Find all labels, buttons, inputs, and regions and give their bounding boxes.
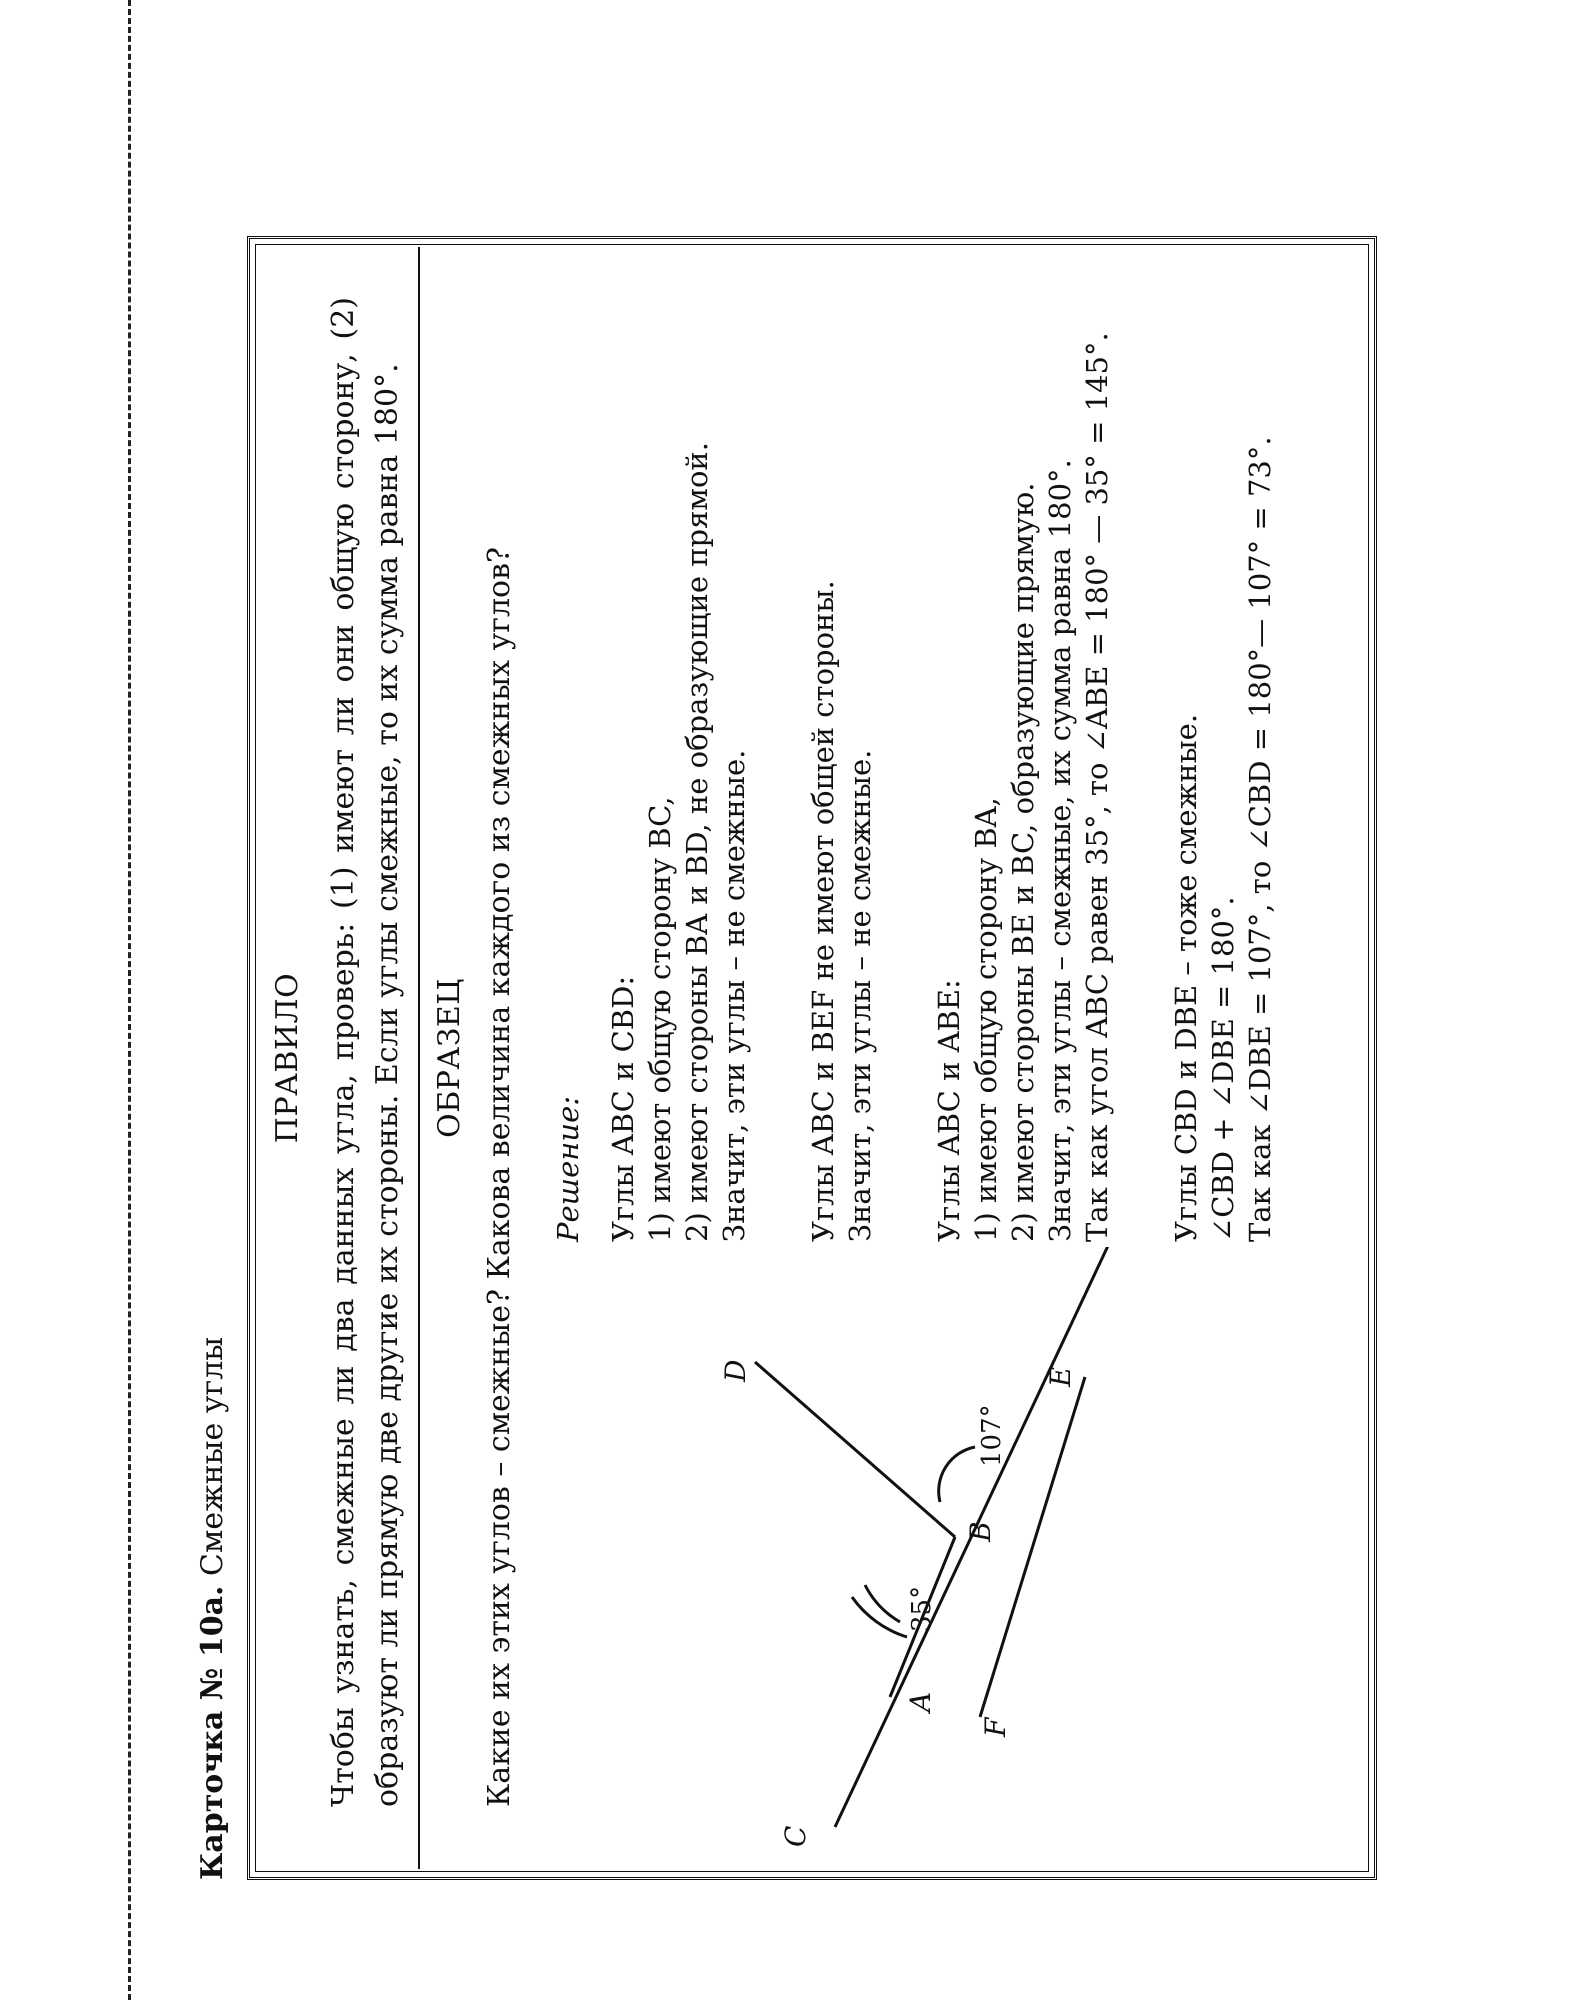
label-f: F — [979, 1717, 1012, 1737]
arc-35-outer — [852, 1597, 907, 1637]
label-a: A — [904, 1691, 937, 1712]
cut-line — [128, 0, 131, 2000]
solution-b1-l2: 1) имеют общую сторону BC, — [643, 796, 677, 1242]
solution-heading: Решение: — [551, 1095, 585, 1242]
label-d: D — [719, 1359, 752, 1382]
label-c: C — [779, 1825, 812, 1847]
label-b: B — [964, 1521, 997, 1542]
sample-question: Какие их этих углов – смежные? Какова величина каждого из смежных углов? — [482, 546, 517, 1807]
rule-text: Чтобы узнать, смежные ли два данных угла, проверь: (1) имеют ли они общую сторону, (2) образуют ли прямую две другие их стороны. Если углы смежные, то их сумма равна 180°. — [326, 297, 405, 1807]
arc-107 — [939, 1447, 975, 1502]
card-frame — [247, 236, 1377, 1880]
solution-b3-l5: Так как угол ABC равен 35°, то ∠ABE = 180° — 35° = 145°. — [1080, 332, 1114, 1242]
card-title — [195, 1337, 230, 1880]
sample-heading: ОБРАЗЕЦ — [432, 978, 467, 1138]
card-rotated-content — [185, 60, 1345, 1880]
solution-b4-l1: Углы CBD и DBE – тоже смежные. — [1169, 713, 1203, 1242]
solution-b4-l2: ∠CBD + ∠DBE = 180°. — [1206, 896, 1240, 1242]
angle-label-35: 35° — [907, 1585, 937, 1632]
angle-label-107: 107° — [977, 1404, 1007, 1467]
solution-b1-l3: 2) имеют стороны BA и BD, не образующие прямой. — [680, 442, 714, 1242]
solution — [550, 332, 1279, 1242]
solution-b3-l3: 2) имеют стороны BE и BC, образующие прямую. — [1006, 482, 1040, 1242]
card-topic: Смежные углы — [195, 1336, 230, 1586]
solution-b3-l4: Значит, эти углы – смежные, их сумма равна 180°. — [1043, 459, 1077, 1242]
solution-b1-l1: Углы ABC и CBD: — [606, 975, 640, 1242]
section-divider — [418, 247, 420, 1869]
card-number: Карточка № 10а. — [195, 1585, 230, 1880]
angles-figure — [545, 1247, 1165, 1867]
solution-b4-l3: Так как ∠DBE = 107°, то ∠CBD = 180°— 107° = 73°. — [1243, 436, 1277, 1242]
rule-heading: ПРАВИЛО — [270, 972, 305, 1144]
solution-b2-l2: Значит, эти углы – не смежные. — [843, 749, 877, 1242]
solution-b3-l1: Углы ABC и ABE: — [932, 979, 966, 1242]
solution-b1-l4: Значит, эти углы – не смежные. — [717, 749, 751, 1242]
solution-b2-l1: Углы ABC и BEF не имеют общей стороны. — [806, 580, 840, 1242]
ray-bd — [755, 1362, 955, 1537]
solution-b3-l2: 1) имеют общую сторону BA, — [969, 797, 1003, 1242]
label-e: E — [1044, 1366, 1077, 1387]
